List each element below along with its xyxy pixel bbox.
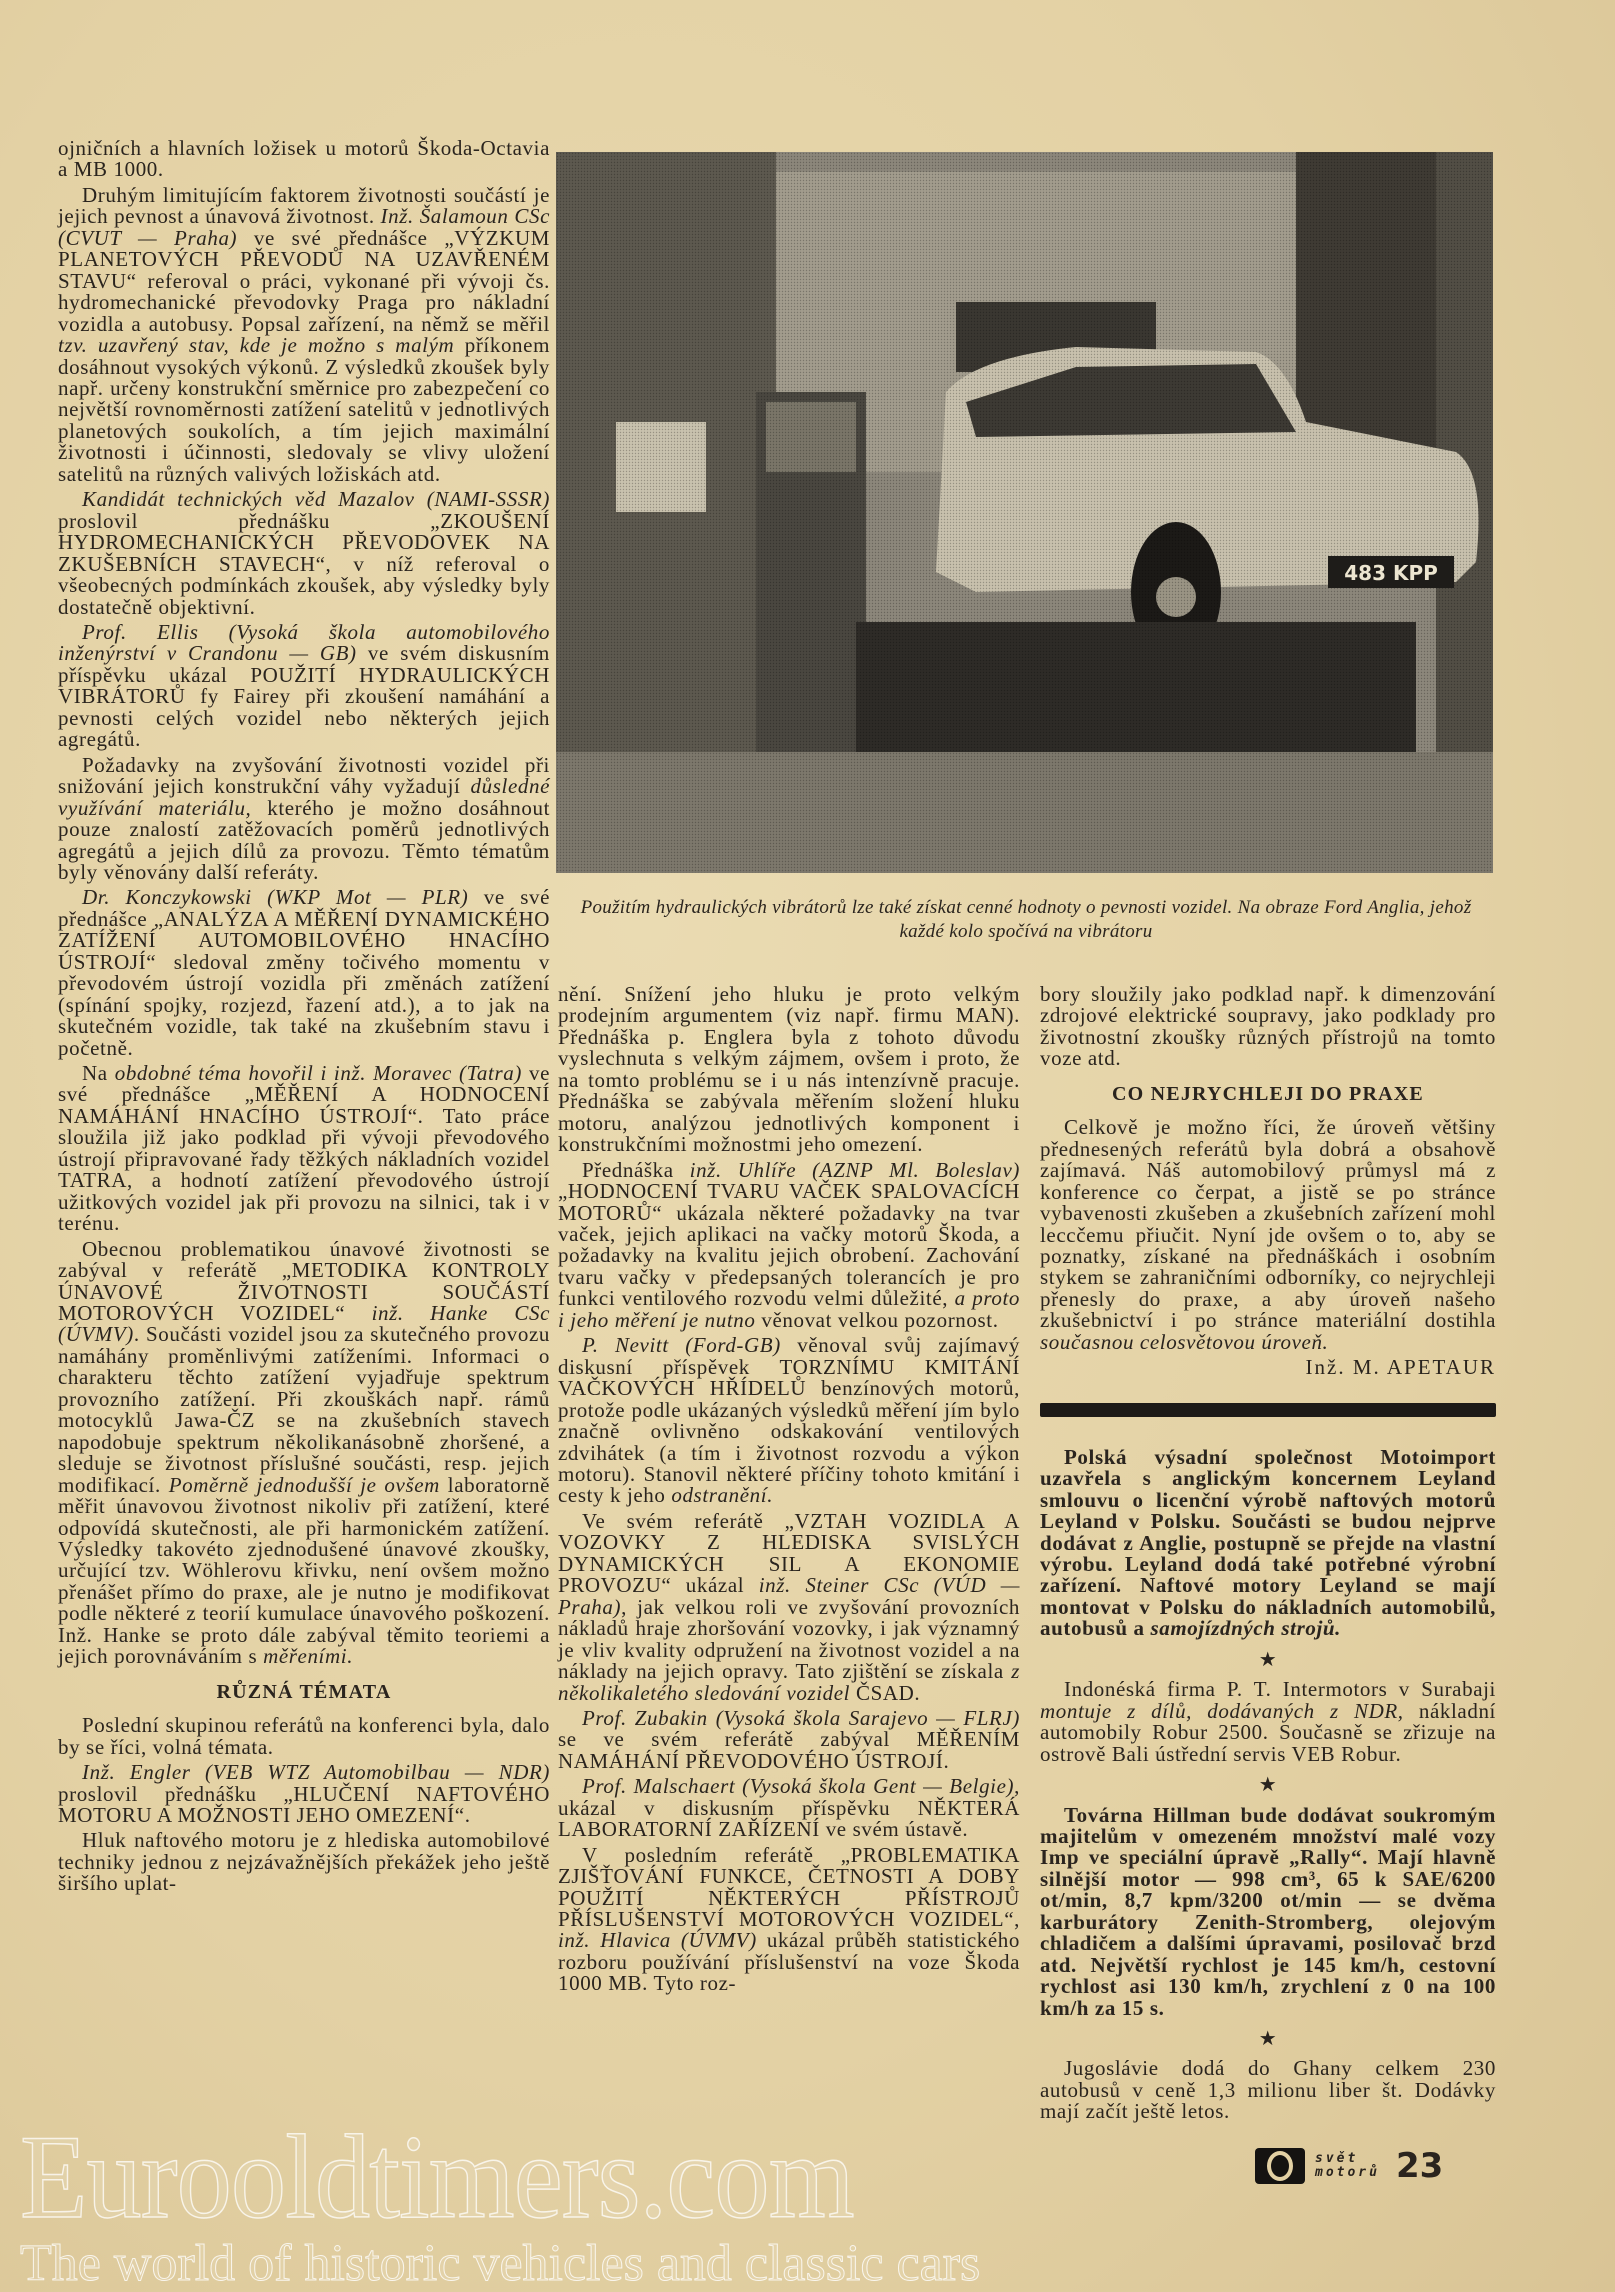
- italic-text: odstranění.: [671, 1483, 774, 1508]
- star-separator-icon: ★: [1258, 1774, 1278, 1797]
- text-run: Celkově je možno říci, že úroveň většiny přednesených referátů byla dobrá a obsahově zajímavá. Náš automobilový průmysl má z konference co čerpat, a jistě se po stránce vybavenosti zkušeben a zkušebních zařízení mohl leccčemu přiučit. Nyní jde ovšem o to, aby se poznatky, získané na přednáškách i osobním stykem se zahraničními odborníky, co nejrychleji přenesly do praxe, a aby úroveň našeho zkušebnictví i po stránce materiální dostihla: [1040, 1115, 1496, 1333]
- text-run: . Součásti vozidel jsou za skutečného provozu namáhány proměnlivými zatíženími. Informaci o charakteru těchto zatížení vyjadřuje spektrum provozního zatížení. Při zkouškách např. rámů motocyklů Jawa-ČZ se na zkušebních stavech napodobuje spektrum několikanásobně zhoršené, a sleduje se životnost příslušné součásti, resp. jejich modifikací.: [58, 1322, 550, 1497]
- italic-text: současnou celosvětovou úroveň.: [1040, 1329, 1329, 1354]
- text-run: se ve svém referátě zabýval MĚŘENÍM NAMÁHÁNÍ PŘEVODOVÉHO ÚSTROJÍ.: [558, 1727, 1020, 1773]
- star-separator-icon: ★: [1258, 2028, 1278, 2051]
- magazine-footer: [1255, 2146, 1443, 2186]
- text-run: ukázal průběh statistického rozboru používání příslušenství na voze Škoda 1000 MB. Tyto roz-: [558, 1928, 1021, 1996]
- text-run: Polská výsadní společnost Motoimport uzavřela s anglickým koncernem Leyland smlouvu o licenční výrobě naftových motorů Leyland v Polsku. Součásti se budou nejprve dodávat z Anglie, postupně se přejde na vlastní výrobu. Leyland dodá také potřebné výrobní zařízení. Naftové motory Leyland se mají montovat v Polsku do nákladních automobilů, autobusů a: [1040, 1444, 1496, 1641]
- text-run: V posledním referátě „PROBLEMATIKA ZJIŠŤOVÁNÍ FUNKCE, ČETNOSTI A DOBY POUŽITÍ NĚKTERÝCH PŘÍSTROJŮ PŘÍSLUŠENSTVÍ MOTOROVÝCH VOZIDEL“,: [558, 1842, 1020, 1932]
- text-run: ojničních a hlavních ložisek u motorů Škoda-Octavia a MB 1000.: [58, 136, 550, 182]
- text-run: Druhým limitujícím faktorem životnosti součástí je jejich pevnost a únavová životnost.: [58, 182, 550, 229]
- italic-text: P. Nevitt (Ford-GB): [582, 1333, 781, 1358]
- star-separator-icon: ★: [1258, 1648, 1278, 1671]
- text-run: Ve svém referátě „VZTAH VOZIDLA A VOZOVKY Z HLEDISKA SVISLÝCH DYNAMICKÝCH SIL A EKONOMIE PROVOZU“ ukázal: [558, 1508, 1020, 1598]
- paragraph: [558, 1776, 1020, 1840]
- text-run: věnoval svůj zajímavý diskusní příspěvek TORZNÍMU KMITÁNÍ VAČKOVÝCH HŘÍDELŮ benzínových motorů, protože podle ukázaných výsledků měření jím bylo značně ovlivněno odskakování ventilových zdvihátek (a tím i životnost rozvodu a výkon motoru). Stanovil některé příčiny tohoto kmitání i cesty k jeho: [558, 1333, 1020, 1508]
- text-run: Obecnou problematikou únavové životnosti se zabýval v referátě „METODIKA KONTROLY ÚNAVOVÉ ŽIVOTNOSTI SOUČÁSTÍ MOTOROVÝCH VOZIDEL“: [58, 1236, 550, 1326]
- article-column-right: [1040, 984, 1496, 2127]
- text-run: Požadavky na zvyšování životnosti vozidel při snižování jejich konstrukční váhy vyžadují: [58, 752, 550, 799]
- paragraph: [58, 1762, 550, 1826]
- paragraph: [58, 752, 551, 884]
- italic-text: z několikaletého sledování vozidel: [558, 1659, 1020, 1705]
- italic-text: inž. Hanke CSc (ÚVMV): [58, 1301, 550, 1347]
- text-run: proslovil přednášku „HLUČENÍ NAFTOVÉHO MOTORU A MOŽNOSTI JEHO OMEZENÍ“.: [58, 1781, 550, 1827]
- article-column-left: [58, 138, 550, 1899]
- car-photo-illustration: [556, 152, 1493, 873]
- text-run: věnovat velkou pozornost.: [755, 1307, 999, 1332]
- italic-text: Prof. Ellis (Vysoká škola automobilového inženýrství v Crandonu — GB): [58, 619, 550, 666]
- italic-text: inž. Steiner CSc (VÚD — Praha): [558, 1573, 1020, 1619]
- text-run: kterého je možno dosáhnout pouze znalostí zatěžovacích poměrů jednotlivých agregátů a jejich dílů za provozu. Těmto tématům byly věnovány další referáty.: [58, 795, 551, 884]
- paragraph: [1040, 1802, 1496, 2020]
- italic-text: montuje z dílů, dodávaných z NDR,: [1040, 1698, 1404, 1723]
- paragraph: [58, 1063, 550, 1235]
- paragraph: [558, 1842, 1021, 1996]
- italic-text: Kandidát technických věd Mazalov (NAMI-SSSR): [82, 487, 550, 512]
- license-plate: 483 KPP: [1344, 561, 1438, 585]
- black-divider-bar: [1040, 1403, 1496, 1417]
- italic-text: inž. Hlavica (ÚVMV): [558, 1928, 757, 1953]
- text-run: Hluk naftového motoru je z hlediska automobilové techniky jednou z nejzávažnějších překážek jeho ještě širšího uplat-: [58, 1828, 550, 1896]
- paragraph: [58, 1830, 550, 1894]
- italic-text: Inž. Šalamoun CSc (CVUT — Praha): [58, 204, 550, 250]
- paragraph: [558, 1335, 1020, 1507]
- text-run: proslovil přednášku „ZKOUŠENÍ HYDROMECHANICKÝCH PŘEVODOVEK NA ZKUŠEBNÍCH STAVECH“, v níž referoval o všeobecných podmínkách zkoušek, aby výsledky byly dostatečně objektivní.: [58, 508, 550, 619]
- article-column-middle: [558, 984, 1020, 1999]
- text-run: bory sloužily jako podklad např. k dimenzování zdrojové elektrické soupravy, jako podklady pro životnostní zkoušky různých přístrojů na tomto voze atd.: [1040, 982, 1496, 1071]
- italic-text: Poměrně jednodušší je ovšem: [168, 1472, 440, 1497]
- paragraph: [58, 1715, 550, 1758]
- text-run: Na: [82, 1061, 115, 1086]
- paragraph: [58, 619, 550, 752]
- magazine-name: [1315, 2152, 1380, 2180]
- text-run: Továrna Hillman bude dodávat soukromým majitelům v omezeném množství malé vozy Imp ve speciální úpravě „Rally“. Mají hlavně silnější motor — 998 cm³, 65 k SAE/6200 ot/min, 8,7 kpm/3200 ot/min — se dvěma karburátory Zenith-Stromberg, olejovým chladičem a dalšími úpravami, posilovač brzd atd. Největší rychlost je 145 km/h, cestovní rychlost asi 130 km/h, zrychlení z 0 na 100 km/h za 15 s.: [1040, 1802, 1496, 2020]
- italic-text: a proto i jeho měření je nutno: [558, 1286, 1020, 1332]
- text-run: ve svém diskusním příspěvku ukázal POUŽITÍ HYDRAULICKÝCH VIBRÁTORŮ fy Fairey při zkoušení namáhání a pevnosti celých vozidel nebo některých jejich agregátů.: [58, 641, 550, 752]
- paragraph: [558, 1157, 1020, 1332]
- text-run: ve své přednášce „ANALÝZA A MĚŘENÍ DYNAMICKÉHO ZATÍŽENÍ AUTOMOBILOVÉHO HNACÍHO ÚSTROJÍ“ sledoval změny točivého momentu v převodovém ústrojí vozidla při změnách zatížení (spínání spojky, rozjezd, řazení atd.), a to jak na skutečném vozidle, tak také na zkušebním stavu i početně.: [58, 885, 550, 1060]
- paragraph: [558, 984, 1020, 1156]
- text-run: ČSAD.: [850, 1680, 921, 1705]
- text-run: Indonéská firma P. T. Intermotors v Surabaji: [1064, 1677, 1496, 1702]
- magazine-name-line1: svět: [1315, 2151, 1359, 2166]
- section-heading: RŮZNÁ TÉMATA: [216, 1680, 392, 1703]
- italic-text: Inž. Engler (VEB WTZ Automobilbau — NDR): [82, 1760, 550, 1785]
- italic-text: Prof. Malschaert (Vysoká škola Gent — Belgie): [582, 1774, 1015, 1799]
- text-run: nákladní automobily Robur 2500. Současně se zřizuje na ostrově Bali ústřední servis VEB Robur.: [1040, 1698, 1496, 1766]
- paragraph: [1040, 1444, 1496, 1641]
- author-signature: Inž. M. APETAUR: [1305, 1355, 1496, 1380]
- photo-caption: Použitím hydraulických vibrátorů lze také získat cenné hodnoty o pevnosti vozidel. Na obraze Ford Anglia, jehož každé kolo spočívá na vibrátoru: [580, 897, 1472, 942]
- paragraph: [58, 138, 550, 181]
- paragraph: [1040, 984, 1496, 1070]
- svet-motoru-logo-icon: [1255, 2148, 1305, 2184]
- paragraph: [58, 887, 550, 1059]
- watermark-tagline: The world of historic vehicles and classic cars: [20, 2235, 981, 2292]
- text-run: , jak velkou roli ve zvyšování provozních nákladů hraje zhoršování vozovky, i jak významný je vliv kvality odpružení na životnost vozidel a na náklady na jejich opravy. Tato zjištění se získala: [558, 1594, 1020, 1684]
- italic-text: obdobné téma hovořil i inž. Moravec (Tatra): [114, 1061, 522, 1086]
- paragraph: [58, 182, 551, 486]
- watermark-site: Eurooldtimers.com: [20, 2110, 854, 2243]
- text-run: „HODNOCENÍ TVARU VAČEK SPALOVACÍCH MOTORŮ“ ukázala některé požadavky na tvar vaček, jejich aplikaci na vačky motorů Škoda, a požadavky na kvalitu jejich obrobení. Zachování tvaru vačky v předepsaných tolerancích je pro funkci ventilového rozvodu velmi důležité,: [558, 1179, 1020, 1311]
- italic-text: důsledné využívání materiálu,: [58, 774, 550, 820]
- italic-text: měřeními.: [263, 1644, 354, 1669]
- italic-text: Prof. Zubakin (Vysoká škola Sarajevo — FLRJ): [582, 1705, 1020, 1730]
- paragraph: [558, 1508, 1020, 1705]
- text-run: laboratorně měřit únavovou životnost nikoliv při zatížení, které odpovídá skutečnosti, ale při harmonickém zatížení. Výsledky takovéto zjednodušené únavové zkoušky, určující tzv. Wöhlerovu křivku, není ovšem možno přenášet přímo do praxe, ale je nutno je modifikovat podle některé z teorií kumulace únavového poškození. Inž. Hanke se proto dále zabýval těmito teoriemi a jejich porovnáváním s: [58, 1472, 550, 1669]
- italic-text: samojízdných strojů.: [1150, 1616, 1342, 1641]
- magazine-name-line2: motorů: [1315, 2165, 1380, 2180]
- section-heading: CO NEJRYCHLEJI DO PRAXE: [1112, 1082, 1424, 1105]
- text-run: , ukázal v diskusním příspěvku NĚKTERÁ LABORATORNÍ ZAŘÍZENÍ ve svém ústavě.: [558, 1774, 1020, 1842]
- paragraph: [558, 1705, 1020, 1773]
- text-run: nění. Snížení jeho hluku je proto velkým prodejním argumentem (viz např. firmu MAN). Přednáška p. Englera byla z tohoto důvodu vyslechnuta s velkým zájmem, ovšem i proto, že na tomto problému se i u nás intenzívně pracuje. Přednáška se zabývala měřením složení hluku motoru, analýzou jednotlivých komponent i konstrukčními možnostmi jeho omezení.: [558, 982, 1020, 1157]
- italic-text: inž. Uhlíře (AZNP Ml. Boleslav): [689, 1157, 1020, 1182]
- text-run: ve své přednášce „MĚŘENÍ A HODNOCENÍ NAMÁHÁNÍ HNACÍHO ÚSTROJÍ“. Tato práce sloužila již jako podklad při vývoji převodového ústrojí připravované řady těžkých nákladních vozidel TATRA, a hodnotí zatížení převodového ústrojí užitkových vozidel jak při provozu na silnici, tak i v terénu.: [58, 1061, 550, 1236]
- paragraph: [1040, 1679, 1496, 1765]
- text-run: Poslední skupinou referátů na konferenci byla, dalo by se říci, volná témata.: [58, 1713, 550, 1759]
- text-run: příkonem dosáhnout vysokých výkonů. Z výsledků zkoušek byly např. určeny konstrukční směrnice pro zabezpečení co největší rovnoměrnosti zatížení satelitů v jednotlivých planetových soukolích, a tím jejich maximální životnosti i účinnosti, sledovaly se vlivy uložení satelitů na různých valivých ložiskách atd.: [58, 333, 551, 486]
- paragraph: [1040, 2058, 1496, 2122]
- italic-text: tzv. uzavřený stav, kde je možno s malým: [58, 333, 455, 358]
- paragraph: [1040, 1117, 1496, 1353]
- paragraph: [58, 1236, 550, 1669]
- text-run: Přednáška: [582, 1157, 690, 1182]
- italic-text: Dr. Konczykowski (WKP Mot — PLR): [82, 885, 469, 910]
- paragraph: [58, 489, 550, 618]
- page-number: 23: [1395, 2146, 1444, 2186]
- article-photo-ford-anglia-on-vibrators: [556, 152, 1493, 873]
- text-run: Jugoslávie dodá do Ghany celkem 230 autobusů v ceně 1,3 milionu liber št. Dodávky mají začít ještě letos.: [1040, 2056, 1496, 2124]
- text-run: ve své přednášce „VÝZKUM PLANETOVÝCH PŘEVODŮ NA UZAVŘENÉM STAVU“ referoval o práci, vykonané při vývoji čs. hydromechanické převodovky Praga pro nákladní vozidla a autobusy. Popsal zařízení, na němž se měřil: [58, 225, 550, 336]
